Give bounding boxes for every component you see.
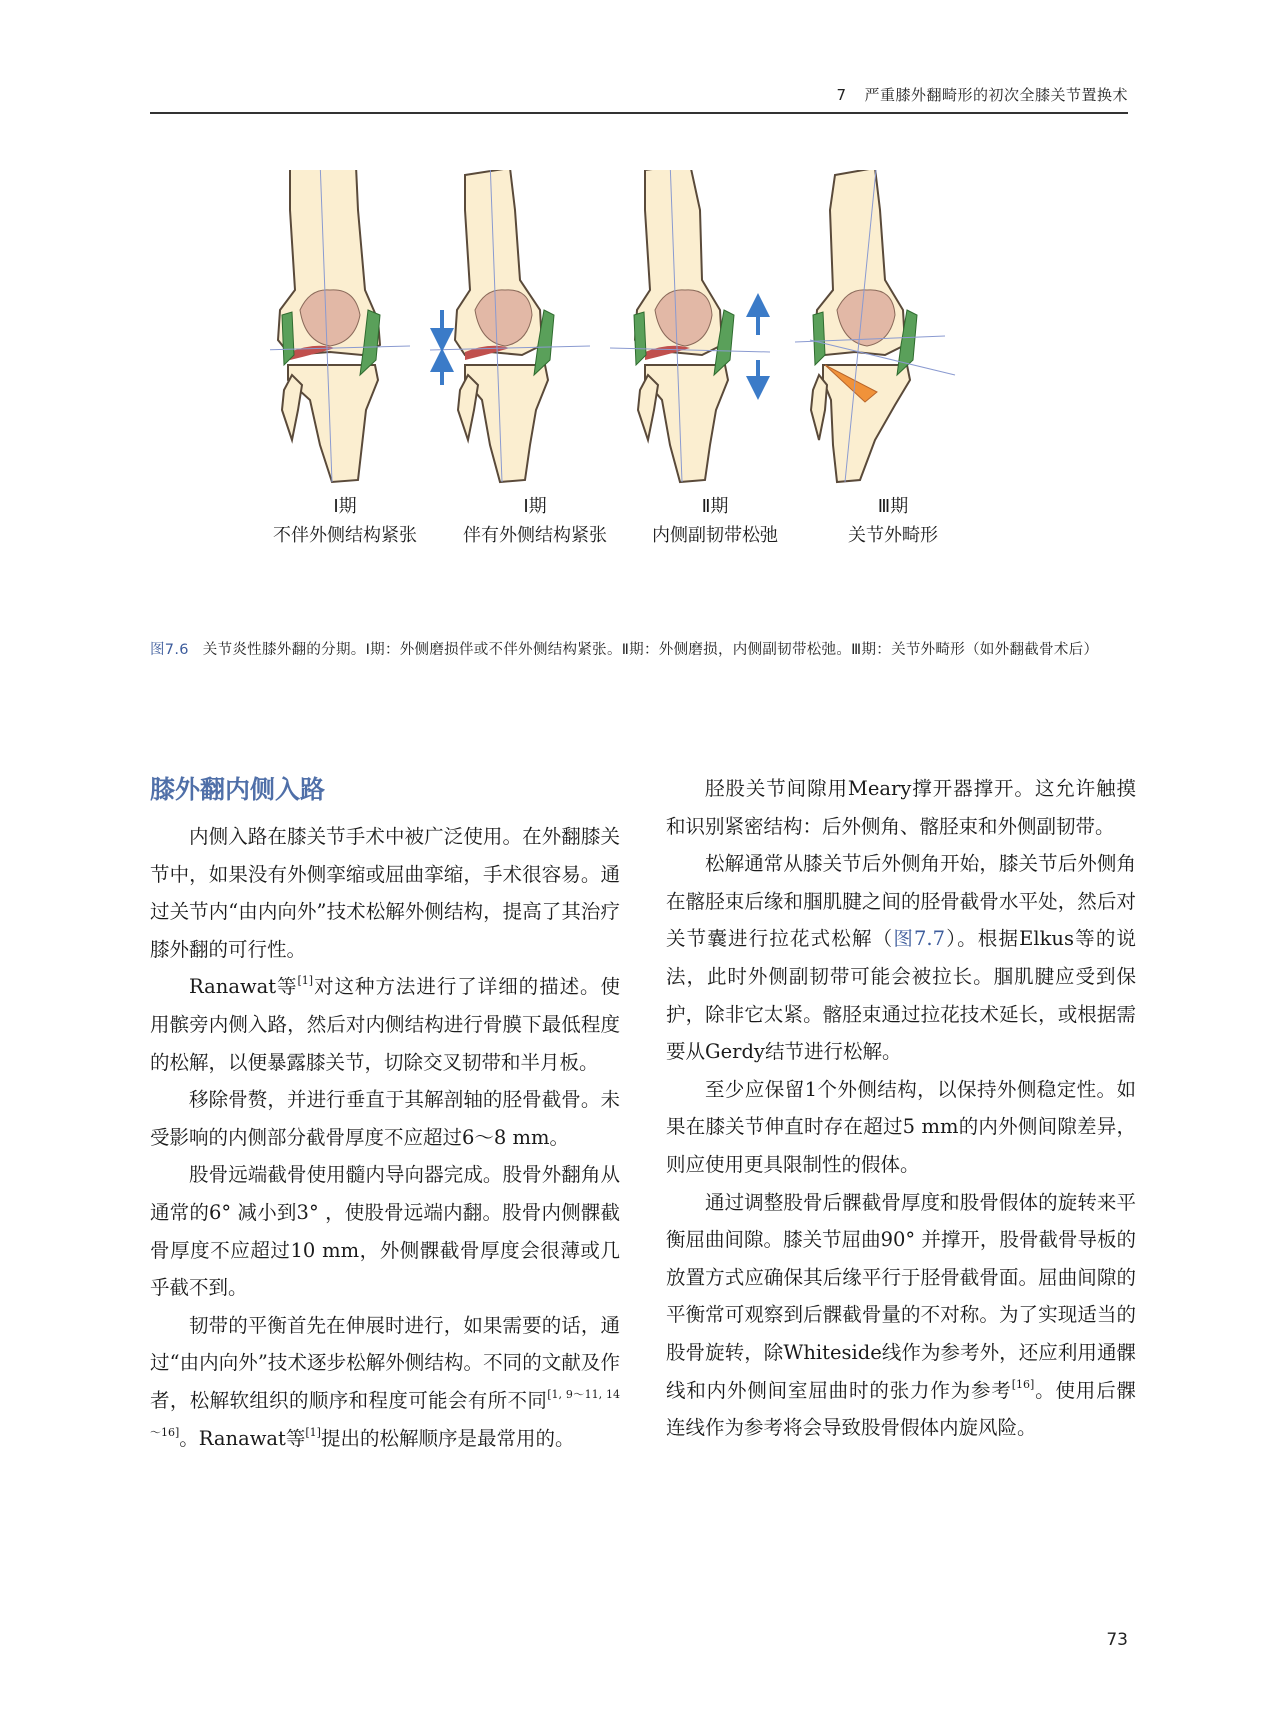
- running-header: [150, 84, 1128, 114]
- lateral-ligament: [282, 312, 294, 365]
- figure-number: 图7.6: [150, 642, 189, 658]
- tibia: [288, 365, 378, 482]
- stage-number: Ⅰ期: [333, 496, 357, 517]
- page-number: 73: [1106, 1630, 1128, 1650]
- text: ）。根据Elkus等的说法，此时外侧副韧带可能会被拉长。腘肌腱应受到保护，除非它太紧。髂胫束通过拉花技术延长，或根据需要从Gerdy结节进行松解。: [666, 927, 1136, 1064]
- paragraph: 移除骨赘，并进行垂直于其解剖轴的胫骨截骨。未受影响的内侧部分截骨厚度不应超过6～8 mm。: [150, 1088, 620, 1149]
- paragraph: [666, 1184, 1136, 1447]
- stage-number: Ⅰ期: [523, 496, 547, 517]
- paragraph: 至少应保留1个外侧结构，以保持外侧稳定性。如果在膝关节伸直时存在超过5 mm的内外侧间隙差异，则应使用更具限制性的假体。: [666, 1077, 1136, 1176]
- citation: [1]: [305, 1425, 321, 1439]
- knee-stage-2: [610, 170, 770, 482]
- citation: [1]: [297, 974, 314, 988]
- paragraph: [150, 968, 620, 1081]
- knee-stage-3: [795, 170, 955, 482]
- right-column: [666, 770, 1136, 1447]
- stage-label-1a: [245, 492, 445, 550]
- left-column: [150, 770, 620, 1457]
- paragraph: 胫股关节间隙用Meary撑开器撑开。这允许触摸和识别紧密结构：后外侧角、髂胫束和外侧副韧带。: [666, 777, 1136, 838]
- citation: [16]: [1011, 1377, 1035, 1391]
- stage-number: Ⅲ期: [877, 496, 909, 517]
- paragraph: [150, 1307, 620, 1457]
- figure-reference-link[interactable]: 图7.7: [893, 927, 946, 951]
- figure-caption: [150, 636, 1128, 664]
- text: 松解通常从膝关节后外侧角开始，膝关节后外侧角在髂胫束后缘和腘肌腱之间的胫骨截骨水平处，然后对关节囊进行拉花式松解（: [666, 852, 1136, 951]
- knee-illustrations: [270, 170, 1050, 500]
- text: 。使用后髁连线作为参考将会导致股骨假体内旋风险。: [666, 1378, 1136, 1440]
- stage-description: 关节外畸形: [848, 525, 938, 546]
- text: 。Ranawat等: [179, 1426, 306, 1450]
- text: 韧带的平衡首先在伸展时进行，如果需要的话，通过“由内向外”技术逐步松解外侧结构。不同的文献及作者，松解软组织的顺序和程度可能会有所不同: [150, 1313, 620, 1412]
- stage-description: 伴有外侧结构紧张: [463, 525, 607, 546]
- knee-stage-1a: [270, 170, 410, 482]
- fibula: [282, 375, 302, 440]
- chapter-title: 严重膝外翻畸形的初次全膝关节置换术: [864, 86, 1128, 104]
- text: 通过调整股骨后髁截骨厚度和股骨假体的旋转来平衡屈曲间隙。膝关节屈曲90° 并撑开，股骨截骨导板的放置方式应确保其后缘平行于胫骨截骨面。屈曲间隙的平衡常可观察到后髁截骨量的不对称。为了实现适当的股骨旋转，除Whiteside线作为参考外，还应利用通髁线和内外侧间室屈曲时的张力作为参考: [666, 1190, 1136, 1402]
- text: 提出的松解顺序是最常用的。: [320, 1426, 575, 1450]
- section-title: 膝外翻内侧入路: [150, 775, 326, 804]
- citation: [1, 9～11, 14～16]: [150, 1387, 620, 1439]
- stage-label-2: [615, 492, 815, 550]
- text: 对这种方法进行了详细的描述。使用髌旁内侧入路，然后对内侧结构进行骨膜下最低程度的松解，以便暴露膝关节，切除交叉韧带和半月板。: [150, 975, 620, 1074]
- knee-stage-1b: [430, 170, 590, 482]
- stage-number: Ⅱ期: [701, 496, 729, 517]
- chapter-number: 7: [836, 86, 847, 104]
- figure-knee-valgus-stages: [270, 170, 1050, 610]
- paragraph: 内侧入路在膝关节手术中被广泛使用。在外翻膝关节中，如果没有外侧挛缩或屈曲挛缩，手术很容易。通过关节内“由内向外”技术松解外侧结构，提高了其治疗膝外翻的可行性。: [150, 825, 620, 961]
- paragraph: 股骨远端截骨使用髓内导向器完成。股骨外翻角从通常的6° 减小到3° ，使股骨远端内翻。股骨内侧髁截骨厚度不应超过10 mm，外侧髁截骨厚度会很薄或几乎截不到。: [150, 1163, 620, 1300]
- stage-label-1b: [435, 492, 635, 550]
- paragraph: [666, 845, 1136, 1071]
- stage-description: 内侧副韧带松弛: [652, 525, 778, 546]
- stage-label-3: [793, 492, 993, 550]
- text: Ranawat等: [189, 975, 298, 999]
- stage-description: 不伴外侧结构紧张: [273, 525, 417, 546]
- caption-text: 关节炎性膝外翻的分期。Ⅰ期：外侧磨损伴或不伴外侧结构紧张。Ⅱ期：外侧磨损，内侧副韧带松弛。Ⅲ期：关节外畸形（如外翻截骨术后）: [202, 642, 1099, 658]
